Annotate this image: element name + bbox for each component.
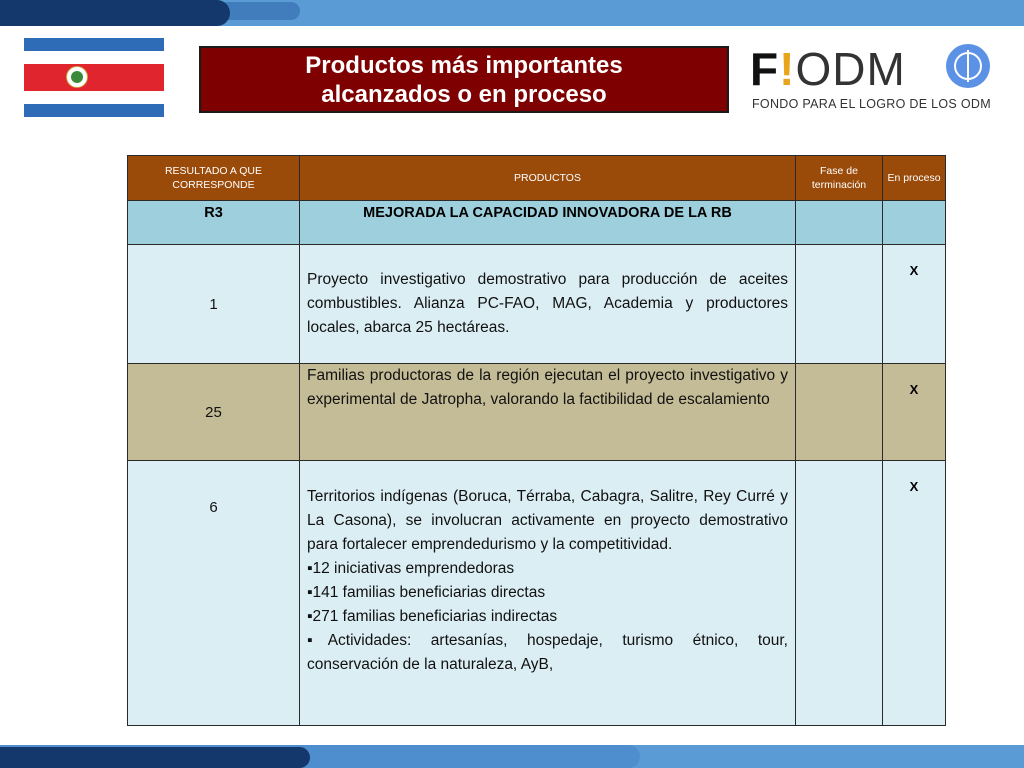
section-row [128,201,946,245]
row-description: Proyecto investigativo demostrativo para producción de aceites combustibles. Alianza PC-FAO, MAG, Academia y productores locales, abarca 25 hectáreas. [300,245,796,364]
bullet-item: ▪ 271 familias beneficiarias indirectas [307,605,788,629]
row-number: 25 [128,364,300,461]
row-description: Territorios indígenas (Boruca, Térraba, Cabagra, Salitre, Rey Curré y La Casona), se involucran activamente en proyecto demostrativo para fortalecer emprendedurismo y la competitividad. [307,488,788,553]
coat-of-arms-icon [66,66,88,88]
header-resultado: RESULTADO A QUE CORRESPONDE [128,156,300,201]
row-description: Familias productoras de la región ejecutan el proyecto investigativo y experimental de Jatropha, valorando la factibilidad de escalamiento [300,364,796,461]
table-row [128,461,946,726]
section-code: R3 [128,201,300,245]
row-fase [796,364,883,461]
bullet-item: ▪ 141 familias beneficiarias directas [307,581,788,605]
section-proceso [883,201,946,245]
row-number: 6 [128,461,300,726]
row-fase [796,245,883,364]
table-header-row [128,156,946,201]
row-fase [796,461,883,726]
bullet-item: ▪ Actividades: artesanías, hospedaje, turismo étnico, tour, conservación de la naturaleza, AyB, [307,629,788,677]
fodm-logo [750,40,1000,115]
section-fase [796,201,883,245]
row-number: 1 [128,245,300,364]
section-title: MEJORADA LA CAPACIDAD INNOVADORA DE LA RB [300,201,796,245]
bottom-band-accent [0,747,310,768]
header-fase: Fase de terminación [796,156,883,201]
table-row [128,364,946,461]
row-description-block [300,461,796,726]
row-proceso-mark: X [883,245,946,364]
top-band-accent [0,0,230,26]
un-emblem-icon [946,44,990,88]
header-productos: PRODUCTOS [300,156,796,201]
slide-title [199,46,729,113]
products-table [127,155,946,726]
title-line-2: alcanzados o en proceso [321,80,607,108]
table-row [128,245,946,364]
row-proceso-mark: X [883,461,946,726]
logo-wordmark: F!ODM [750,43,906,95]
header-proceso: En proceso [883,156,946,201]
title-line-1: Productos más importantes [305,51,623,79]
costa-rica-flag [24,38,164,117]
row-proceso-mark: X [883,364,946,461]
bullet-item: ▪ 12 iniciativas emprendedoras [307,557,788,581]
logo-subtitle: FONDO PARA EL LOGRO DE LOS ODM [752,97,991,111]
